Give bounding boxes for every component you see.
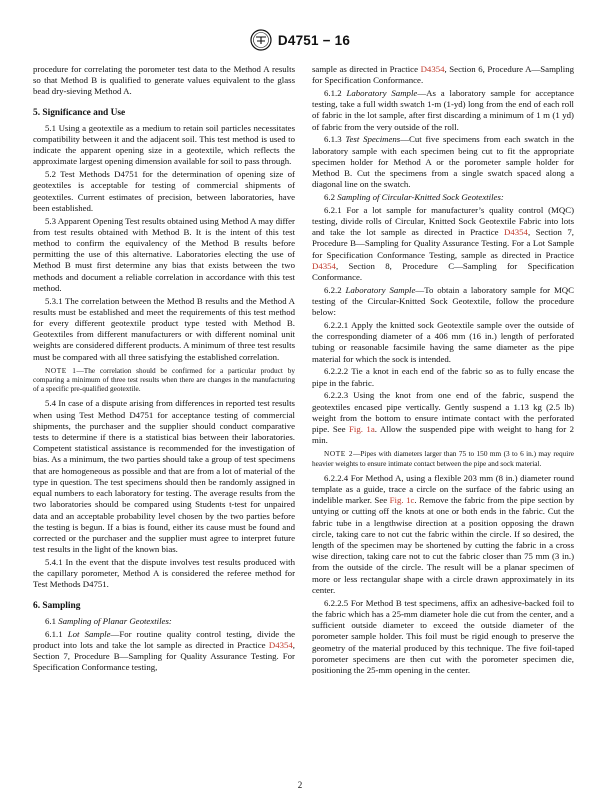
clause-number: 6.1.3 [324,134,342,145]
paragraph-6-2-2 [312,285,574,319]
note-label: NOTE 1 [45,365,77,375]
paragraph-5-2: 5.2 Test Methods D4751 for the determination of opening size of geotextiles is acceptable for testing of commercial shipments of geotextiles. Current estimates of precision, between laboratories, have been established. [33,169,295,213]
section-heading-6: 6. Sampling [33,600,81,611]
paragraph-6-2-2-4 [312,473,574,596]
clause-text: 6.2.2.4 For Method A, using a flexible 203 mm (8 in.) diameter round template as a guide, trace a circle on the surface of the fabric using an indelible marker. See [312,472,574,506]
clause-title: Test Specimens [345,134,401,145]
paragraph-6-2-2-5: 6.2.2.5 For Method B test specimens, affix an adhesive-backed foil to the fabric which has a 25-mm diameter hole die cut from the center, and a sufficient outside diameter to exceed the outside diameter of the porometer sample holder. This foil must be rigid enough to preserve the geometry of the material produced by this technique. The five foil-taped porometer specimens are then cut with the porometer specimen die, positioning the 25-mm opening in the center. [312,597,574,675]
page-number: 2 [297,780,303,790]
paragraph-5-3: 5.3 Apparent Opening Test results obtained using Method A may differ from test results obtained with Method B. It is the intent of this test method to confirm the equivalency of the Method B results before permitting the use of this alternative. Laboratories electing the use of Method B must first determine any bias that exists between the two methods and document a reliable correlation in accordance with this test method. [33,215,295,293]
paragraph-6-2 [312,192,574,203]
clause-text: —Cut five specimens from each swatch in the laboratory sample with each specimen being cut to fit the appropriate specimen holder for Method A or the porometer sample holder for Method B. Cut the specimens from a single swatch spaced along a diagonal line on the swatch. [312,134,575,190]
practice-link[interactable]: D4354 [268,639,293,650]
clause-text: , Section 8, Procedure C—Sampling for Specification Conformance. [312,260,574,283]
clause-text: , Section 6, Procedure A—Sampling for Specification Conformance. [312,64,574,86]
clause-text: 6.2.1 For a lot sample for manufacturer’s quality control (MQC) testing, divide rolls of Circular, Knitted Sock Geotextile Fabric into lots and take the lot sample as directed in Practice [312,204,574,238]
paragraph: procedure for correlating the porometer test data to the Method A results so that Method B is qualified to generate values equivalent to the glass bead dry-sieving Method A. [33,64,295,97]
clause-title: Sampling of Circular-Knitted Sock Geotextiles: [337,192,504,203]
paragraph [312,64,574,86]
paragraph-6-1 [33,616,295,627]
clause-title: Laboratory Sample [345,284,416,295]
clause-text: sample as directed in Practice [312,64,421,74]
note-text: —The correlation should be confirmed for a particular product by comparing a minimum of three test results when there are changes in the manufacturing of a specific pre-qualified geotextile. [33,365,295,394]
figure-link[interactable]: Fig. 1a [349,424,375,435]
clause-number: 6.2.2 [324,284,342,295]
left-column [33,64,295,675]
clause-number: 6.1.2 [324,88,342,98]
clause-text: , Section 7, Procedure B—Sampling for Quality Assurance Testing. For Specification Conformance testing, [33,639,295,673]
astm-logo-icon [250,29,272,51]
clause-number: 6.1.1 [45,628,63,639]
practice-link[interactable]: D4354 [312,260,336,271]
practice-link[interactable]: D4354 [503,227,528,238]
paragraph-6-1-3 [312,134,574,190]
section-heading-5: 5. Significance and Use [33,107,126,118]
paragraph-5-4-1: 5.4.1 In the event that the dispute involves test results produced with the capillary porometer, Method A is considered the referee method for Test Methods D4751. [33,556,295,590]
paragraph-6-2-2-2: 6.2.2.2 Tie a knot in each end of the fabric so as to fully encase the pipe in the fabric. [312,366,574,388]
paragraph-6-2-2-1: 6.2.2.1 Apply the knitted sock Geotextile sample over the outside of the corresponding diameter of a 406 mm (16 in.) length of perforated tubing or reasonable facsimile having the same diameter as the pipe material for which the sock is intended. [312,320,574,364]
figure-link[interactable]: Fig. 1c [389,495,415,506]
clause-number: 6.2 [324,192,335,203]
paragraph-6-2-1 [312,205,574,283]
paragraph-5-3-1: 5.3.1 The correlation between the Method B results and the Method A results must be established and meet the requirements of this test method for every different geotextile product type tested with Method B. Geotextiles from different manufacturers or with different nominal unit weights are considered different products. A minimum of three test results must be compared with all three satisfying the established correlation. [33,295,295,362]
paragraph-5-4: 5.4 In case of a dispute arising from differences in reported test results when using Test Method D4751 for acceptance testing of commercial shipments, the purchaser and the supplier should conduct comparative tests to determine if there is a statistical bias between their laboratories. Competent statistical assistance is recommended for the investigation of bias. As a minimum, the two parties should take a group of test specimens that are homogeneous as possible and that are from a lot of material of the type in question. The test specimens should then be randomly assigned in equal numbers to each laboratory for testing. The average results from the two laboratories should be compared using Students t-test for unpaired data and an acceptable probability level chosen by the two parties before the testing is begun. If a bias is found, either its cause must be found and corrected or the purchaser and the supplier must agree to interpret future test results in the light of the known bias. [33,398,295,555]
paragraph-5-1: 5.1 Using a geotextile as a medium to retain soil particles necessitates compatibility between it and the adjacent soil. This test method is used to indicate the apparent opening size in a geotextile, which reflects the approximate largest opening dimension available for soil to pass through. [33,122,295,167]
clause-text: —As a laboratory sample for acceptance testing, take a full width swatch 1-m (1-yd) long from the end of each roll of fabric in the lot sample, after first discarding a minimum of 1 m (1 yd) of fabric from the very outside of the roll. [312,88,574,132]
clause-text: —For routine quality control testing, divide the product into lots and take the lot sample as directed in Practice [33,628,295,650]
note-text: —Pipes with diameters larger than 75 to 150 mm (3 to 6 in.) may require heavier weights to ensure intimate contact between the pipe and sock material. [312,449,574,468]
paragraph-6-1-2 [312,88,574,133]
clause-title: Sampling of Planar Geotextiles: [58,615,172,626]
note-1 [33,366,295,394]
practice-link[interactable]: D4354 [420,64,445,74]
clause-text: , Section 7, Procedure B—Sampling for Quality Assurance Testing. For a Lot Sample for Specification Conformance Testing, sample as directed in Practice [312,227,574,260]
paragraph-6-2-2-3 [312,390,574,446]
right-column [312,64,574,678]
clause-text: —To obtain a laboratory sample for MQC testing of the Circular-Knitted Sock Geotextile, follow the procedure below: [312,284,574,318]
note-label: NOTE 2 [324,449,354,459]
paragraph-6-1-1 [33,629,295,674]
page-header [0,28,600,52]
clause-title: Laboratory Sample [346,88,418,98]
clause-text: . Allow the suspended pipe with weight to hang for 2 min. [312,424,575,446]
note-2 [312,449,574,467]
clause-title: Lot Sample [67,628,111,639]
clause-number: 6.1 [45,615,56,626]
clause-text: . Remove the fabric from the pipe section by untying or cutting off the knots at one or both ends in the fabric. Cut the fabric tube in a lengthwise direction at a position opposing the drawn circle, taking care to not cut the fabric within the circle. If so desired, the length of the specimen may be shortened by cutting the fabric in a cross wise direction, taking care not to cut the fabric closer than 75 mm (3 in.) from the outside of the circle. The result will be a planar specimen of more or less rectangular shape with a circle drawn approximately in its center. [312,495,575,595]
clause-text: 6.2.2.3 Using the knot from one end of the fabric, suspend the geotextiles encased pipe vertically. Gently suspend a 1.13 kg (2.5 lb) weight from the bottom to ensure intimate contact with the perforated pipe. See [312,390,574,435]
document-designation: D4751 − 16 [277,32,351,48]
